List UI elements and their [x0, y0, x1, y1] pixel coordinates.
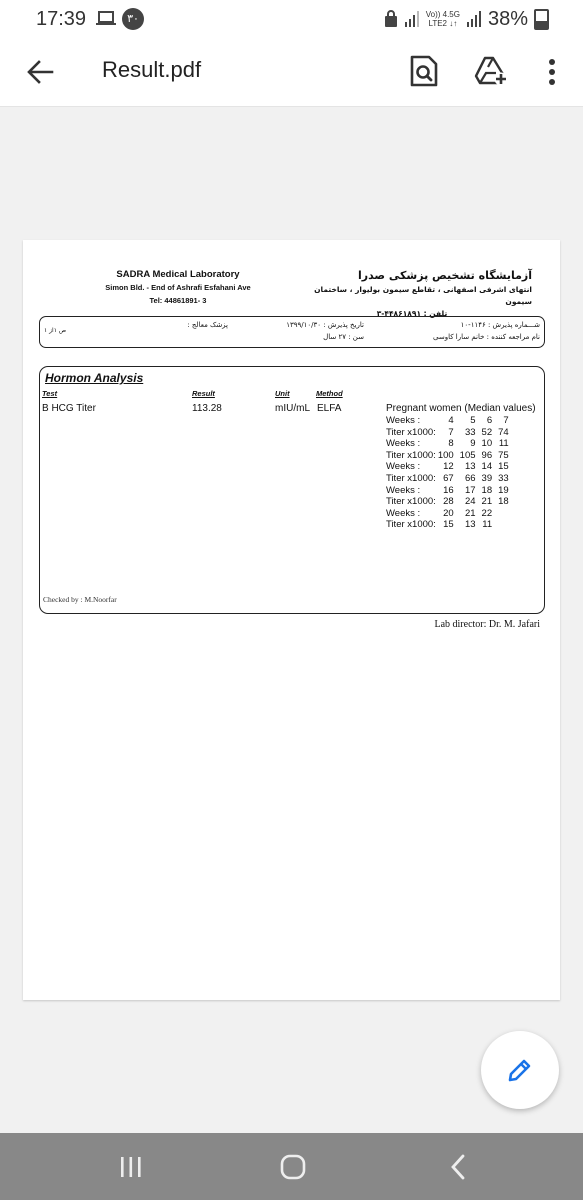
status-time: 17:39	[36, 8, 87, 30]
test-unit: mIU/mL	[275, 403, 310, 414]
more-options-icon[interactable]	[540, 56, 564, 88]
physician: پزشک معالج :	[187, 321, 228, 329]
lab-tel-en: Tel: 44861891- 3	[149, 296, 207, 305]
reference-row	[386, 496, 515, 508]
reference-label: Weeks :	[386, 461, 421, 473]
patient-info-box	[39, 316, 545, 348]
reference-row	[386, 415, 515, 427]
hormone-analysis-box	[39, 366, 545, 614]
lab-address-en: Simon Bld. - End of Ashrafi Esfahani Ave	[105, 283, 251, 292]
reference-value: 75	[498, 449, 509, 461]
lab-name-en: SADRA Medical Laboratory	[116, 269, 240, 280]
reference-label: Titer x1000:	[386, 472, 436, 484]
reference-value: 33	[464, 426, 476, 438]
signal-icon-2	[466, 10, 482, 28]
header-result: Result	[192, 389, 215, 398]
reference-value: 74	[498, 426, 509, 438]
reference-value: 21	[464, 507, 476, 519]
header-test: Test	[42, 389, 58, 398]
pdf-page[interactable]	[23, 240, 560, 1000]
reference-label: Weeks :	[386, 438, 421, 450]
reference-label: Titer x1000:	[386, 496, 436, 508]
home-icon[interactable]	[280, 1154, 306, 1180]
reference-value: 9	[470, 438, 476, 450]
system-nav-bar	[0, 1133, 583, 1200]
lab-name-fa: آزمایشگاه تشخیص پزشکی صدرا	[357, 269, 532, 282]
reference-value: 16	[443, 484, 454, 496]
add-to-drive-icon[interactable]	[474, 55, 508, 87]
reference-value: 11	[482, 519, 493, 531]
back-arrow-icon[interactable]	[26, 58, 54, 86]
reference-value: 24	[464, 496, 476, 508]
reference-label: Weeks :	[386, 484, 421, 496]
reference-value: 22	[481, 507, 493, 519]
reference-value: 100	[437, 449, 454, 461]
checked-by: Checked by : M.Noorfar	[43, 595, 117, 604]
reference-label: Titer x1000:	[386, 519, 436, 531]
laptop-icon	[96, 10, 116, 26]
patient-name: نام مراجعه کننده : خانم سارا کاوسی	[433, 333, 540, 341]
reference-table	[386, 415, 515, 531]
reference-value: 14	[481, 461, 493, 473]
section-title: Hormon Analysis	[45, 371, 144, 385]
reference-row	[386, 427, 515, 439]
status-indicators	[384, 8, 549, 30]
reference-value: 20	[443, 507, 454, 519]
reference-value: 4	[448, 415, 454, 426]
reference-value: 67	[443, 472, 454, 484]
reception-date: تاریخ پذیرش : ۱۳۹۹/۱۰/۳۰	[286, 321, 364, 329]
test-name: B HCG Titer	[42, 403, 96, 414]
reference-label: Weeks :	[386, 415, 421, 426]
reference-row	[386, 461, 515, 473]
nav-back-icon[interactable]	[448, 1153, 468, 1181]
reference-value: 5	[470, 415, 476, 426]
reference-value: 66	[464, 472, 476, 484]
header-unit: Unit	[275, 389, 290, 398]
recent-apps-icon[interactable]	[118, 1155, 144, 1179]
reception-number: شـــماره پذیرش : ۱۱۴۶-۱۰	[460, 321, 540, 329]
network-type: Vo)) 4.5G LTE2 ↓↑	[425, 10, 460, 28]
lab-director: Lab director: Dr. M. Jafari	[434, 619, 540, 630]
reference-value: 6	[486, 415, 493, 426]
battery-icon	[534, 9, 549, 30]
reference-value: 13	[464, 519, 476, 531]
reference-value: 8	[448, 438, 454, 450]
reference-row	[386, 508, 515, 520]
search-document-icon[interactable]	[410, 55, 438, 87]
reference-row	[386, 438, 515, 450]
lab-address-fa: انتهای اشرفی اصفهانی ، تقاطع سیمون بولیوار ، ساختمان سیمون	[314, 285, 532, 306]
lab-header-persian	[292, 268, 532, 320]
reference-row	[386, 473, 515, 485]
reference-label: Titer x1000:	[386, 426, 436, 438]
patient-age: سن : ۲۷ سال	[323, 333, 364, 341]
app-bar	[0, 38, 583, 107]
page-number: ص ۱از ۱	[44, 327, 67, 334]
reference-value: 15	[443, 519, 454, 531]
reference-label: Titer x1000:	[386, 449, 436, 461]
reference-value: 15	[498, 461, 509, 473]
reference-value: 13	[464, 461, 476, 473]
reference-value: 39	[481, 472, 493, 484]
test-result: 113.28	[192, 403, 222, 414]
reference-value: 105	[459, 449, 476, 461]
notification-badge: ۳۰	[122, 8, 144, 30]
test-method: ELFA	[317, 403, 342, 414]
lab-header-english	[83, 268, 273, 307]
reference-title: Pregnant women (Median values)	[386, 403, 536, 414]
reference-value: 28	[443, 496, 454, 508]
reference-value: 33	[498, 472, 509, 484]
reference-value: 17	[464, 484, 476, 496]
signal-icon	[404, 10, 420, 28]
reference-value: 18	[498, 496, 509, 508]
reference-value: 7	[448, 426, 454, 438]
reference-value	[498, 508, 515, 520]
reference-label: Weeks :	[386, 507, 421, 519]
reference-value: 96	[481, 449, 493, 461]
reference-value: 21	[481, 496, 493, 508]
status-bar	[0, 0, 583, 38]
reference-value: 52	[481, 426, 493, 438]
reference-value: 10	[481, 438, 493, 450]
pencil-icon	[506, 1056, 534, 1084]
sync-lock-icon	[384, 10, 398, 28]
reference-row	[386, 485, 515, 497]
battery-percent: 38%	[487, 7, 528, 30]
reference-value: 7	[503, 415, 509, 426]
reference-value: 18	[481, 484, 493, 496]
reference-value	[498, 519, 515, 531]
reference-value: 19	[498, 484, 509, 496]
header-method: Method	[316, 389, 343, 398]
reference-row	[386, 450, 515, 462]
edit-fab[interactable]	[481, 1031, 559, 1109]
lab-tel-fa: تلفن : ۴۴۸۶۱۸۹۱-۳	[376, 309, 448, 318]
reference-value: 12	[443, 461, 454, 473]
document-title: Result.pdf	[102, 57, 202, 82]
reference-value: 11	[498, 438, 509, 450]
reference-row	[386, 519, 515, 531]
